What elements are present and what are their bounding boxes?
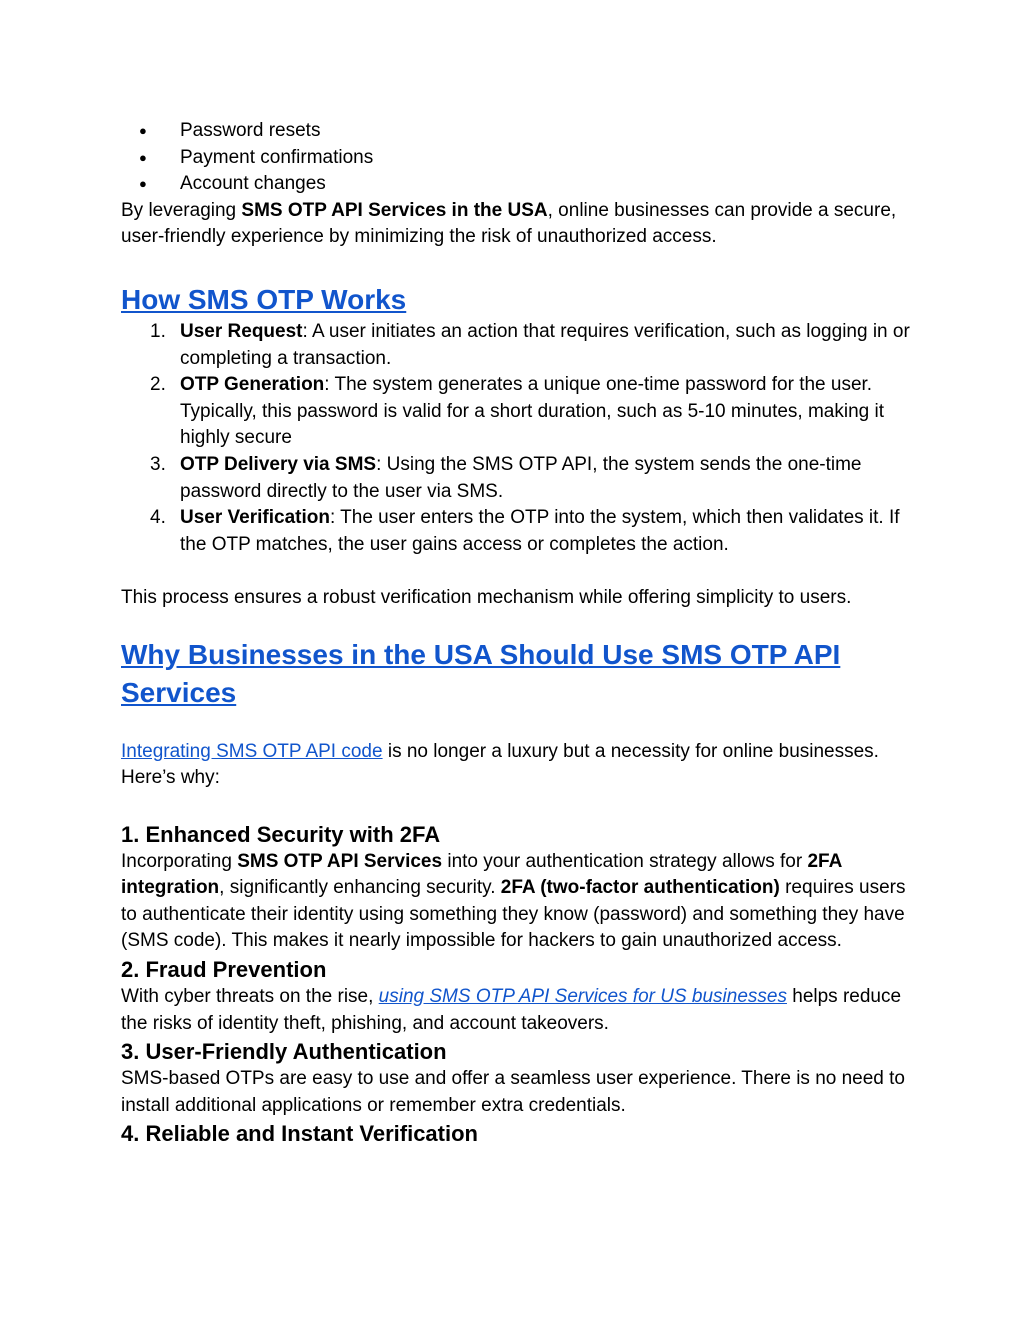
bullet-icon: ● xyxy=(139,123,147,138)
process-paragraph: This process ensures a robust verification mechanism while offering simplicity to users. xyxy=(121,586,852,608)
security-paragraph: Incorporating SMS OTP API Services into your authentication strategy allows for 2FA integration, significantly enhancing security. 2FA (two-factor authentication) requires users to authenticate their identity using something they know (password) and something they have (SMS code). This makes it nearly impossible for hackers to gain unauthorized access. xyxy=(121,850,906,952)
list-item: 4. User Verification: The user enters the OTP into the system, which then validates it. If the OTP matches, the user gains access or completes the action. xyxy=(150,507,900,555)
section-heading-reliable: 4. Reliable and Instant Verification xyxy=(121,1121,478,1147)
integrating-sms-otp-link[interactable]: Integrating SMS OTP API code xyxy=(121,740,383,762)
list-item: ● Account changes xyxy=(121,171,911,198)
user-friendly-paragraph: SMS-based OTPs are easy to use and offer a seamless user experience. There is no need to install additional applications or remember extra credentials. xyxy=(121,1068,906,1116)
list-item: 1. User Request: A user initiates an action that requires verification, such as logging in or completing a transaction. xyxy=(150,320,910,369)
list-item: 2. OTP Generation: The system generates a unique one-time password for the user. Typically, this password is valid for a short duration, such as 5-10 minutes, making it highly secure xyxy=(150,374,885,449)
bullet-icon: ● xyxy=(139,176,147,192)
why-businesses-heading[interactable]: Why Businesses in the USA Should Use SMS OTP API Services xyxy=(121,638,841,708)
why-intro-paragraph: Integrating SMS OTP API code is no longer a luxury but a necessity for online businesses. Here’s why: xyxy=(121,740,879,789)
section-heading-fraud: 2. Fraud Prevention xyxy=(121,957,327,983)
fraud-paragraph: With cyber threats on the rise, using SMS OTP API Services for US businesses helps reduce the risks of identity theft, phishing, and account takeovers. xyxy=(121,986,902,1034)
us-businesses-link[interactable]: using SMS OTP API Services for US businesses xyxy=(378,986,787,1008)
section-heading-user-friendly: 3. User-Friendly Authentication xyxy=(121,1039,447,1065)
bullet-icon: ● xyxy=(139,149,147,165)
intro-paragraph: By leveraging SMS OTP API Services in the USA, online businesses can provide a secure, user-friendly experience by minimizing the risk of unauthorized access. xyxy=(121,199,897,248)
how-sms-otp-works-heading[interactable]: How SMS OTP Works xyxy=(121,283,407,315)
document-page xyxy=(121,118,911,1148)
list-item: ● Payment confirmations xyxy=(121,145,911,172)
list-item: 3. OTP Delivery via SMS: Using the SMS OTP API, the system sends the one-time password directly to the user via SMS. xyxy=(150,453,862,502)
section-heading-security: 1. Enhanced Security with 2FA xyxy=(121,821,441,847)
list-item: ● Password resets xyxy=(121,118,911,145)
use-case-list xyxy=(121,118,911,198)
steps-list xyxy=(121,319,911,558)
